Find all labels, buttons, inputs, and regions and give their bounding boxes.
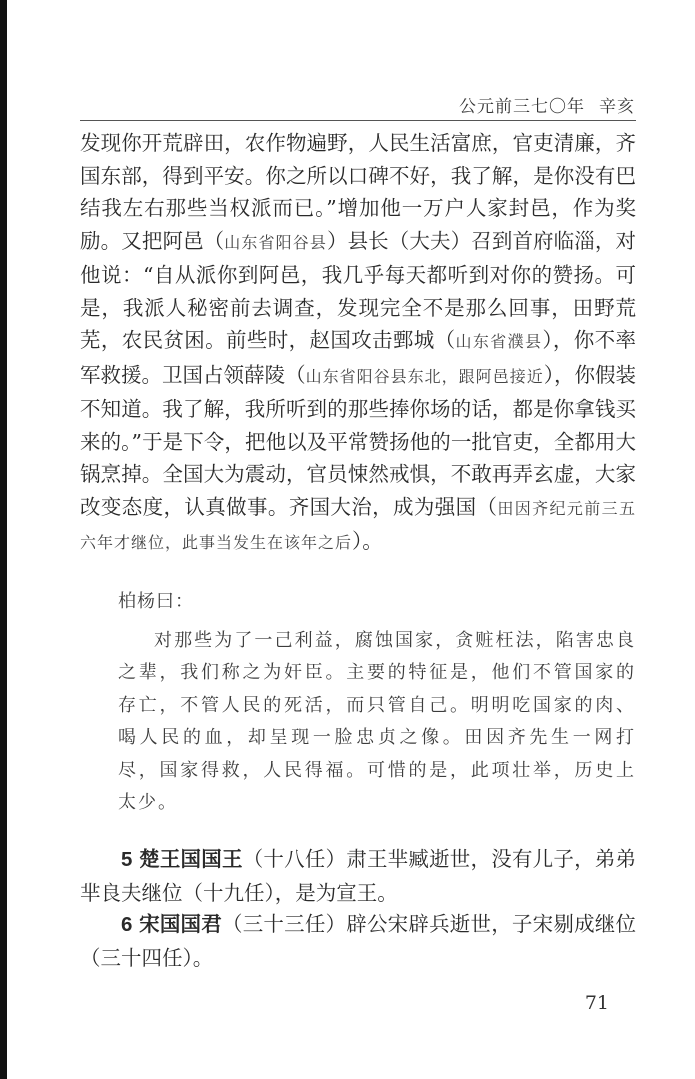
main-text-part-5: ）。 (352, 529, 383, 553)
commentary-title: 柏杨曰： (118, 591, 194, 612)
event-state: 楚王国国王 (139, 847, 243, 871)
commentary-block (118, 586, 636, 820)
event-entry (80, 843, 636, 909)
header-rule (80, 120, 636, 121)
main-paragraph (80, 127, 636, 560)
date-note: 田因齐纪元前三五六年才继位，此事当发生在该年之后 (80, 498, 636, 552)
event-text: （十八任）肃王芈臧逝世，没有儿子，弟弟芈良夫继位（十九任），是为宣王。 (80, 847, 636, 905)
commentary-body: 对那些为了一己利益，腐蚀国家，贪赃枉法，陷害忠良之辈，我们称之为奸臣。主要的特征是，他们不管国家的存亡，不管人民的死活，而只管自己。明明吃国家的肉、喝人民的血，却呈现一脸忠贞之像。田因齐先生一网打尽，国家得救，人民得福。可惜的是，此项壮举，历史上太少。 (118, 629, 636, 813)
place-note-2: 山东省濮县 (455, 332, 543, 351)
place-note-1: 山东省阳谷县 (224, 232, 327, 252)
page-edge-shadow (0, 0, 7, 1079)
main-text-part-4: ），你假装不知道。我了解，我所听到的那些捧你场的话，都是你拿钱买来的。”于是下令，把他以及平常赞扬他的一批官吏，全都用大锅烹掉。全国大为震动，官员悚然戒惧，不敢再弄玄虚，大家改变态度，认真做事。齐国大治，成为强国（ (80, 362, 637, 519)
main-text-part-3: ），你不率军救援。卫国占领薛陵（ (80, 328, 637, 387)
header-year: 公元前三七〇年 (459, 97, 585, 117)
event-entry (80, 908, 636, 974)
place-note-3: 山东省阳谷县东北，跟阿邑接近 (305, 366, 544, 386)
event-number: 6 (121, 913, 133, 936)
event-text: （三十三任）辟公宋辟兵逝世，子宋剔成继位（三十四任）。 (80, 912, 636, 970)
header-ganzhi: 辛亥 (599, 97, 635, 117)
main-text-part-2: ）县长（大夫）召到首府临淄，对他说：“自从派你到阿邑，我几乎每天都听到对你的赞扬。可是，我派人秘密前去调查，发现完全不是那么回事，田野荒芜，农民贫困。前些时，赵国攻击鄄城（ (80, 228, 636, 352)
running-header (80, 92, 635, 117)
event-number: 5 (121, 848, 133, 871)
main-text-part-1: 发现你开荒辟田，农作物遍野，人民生活富庶，官吏清廉，齐国东部，得到平安。你之所以口碑不好，我了解，是你没有巴结我左右那些当权派而已。”增加他一万户人家封邑，作为奖励。又把阿邑（ (80, 131, 636, 253)
event-state: 宋国国君 (139, 912, 222, 936)
page-number: 71 (584, 992, 609, 1014)
